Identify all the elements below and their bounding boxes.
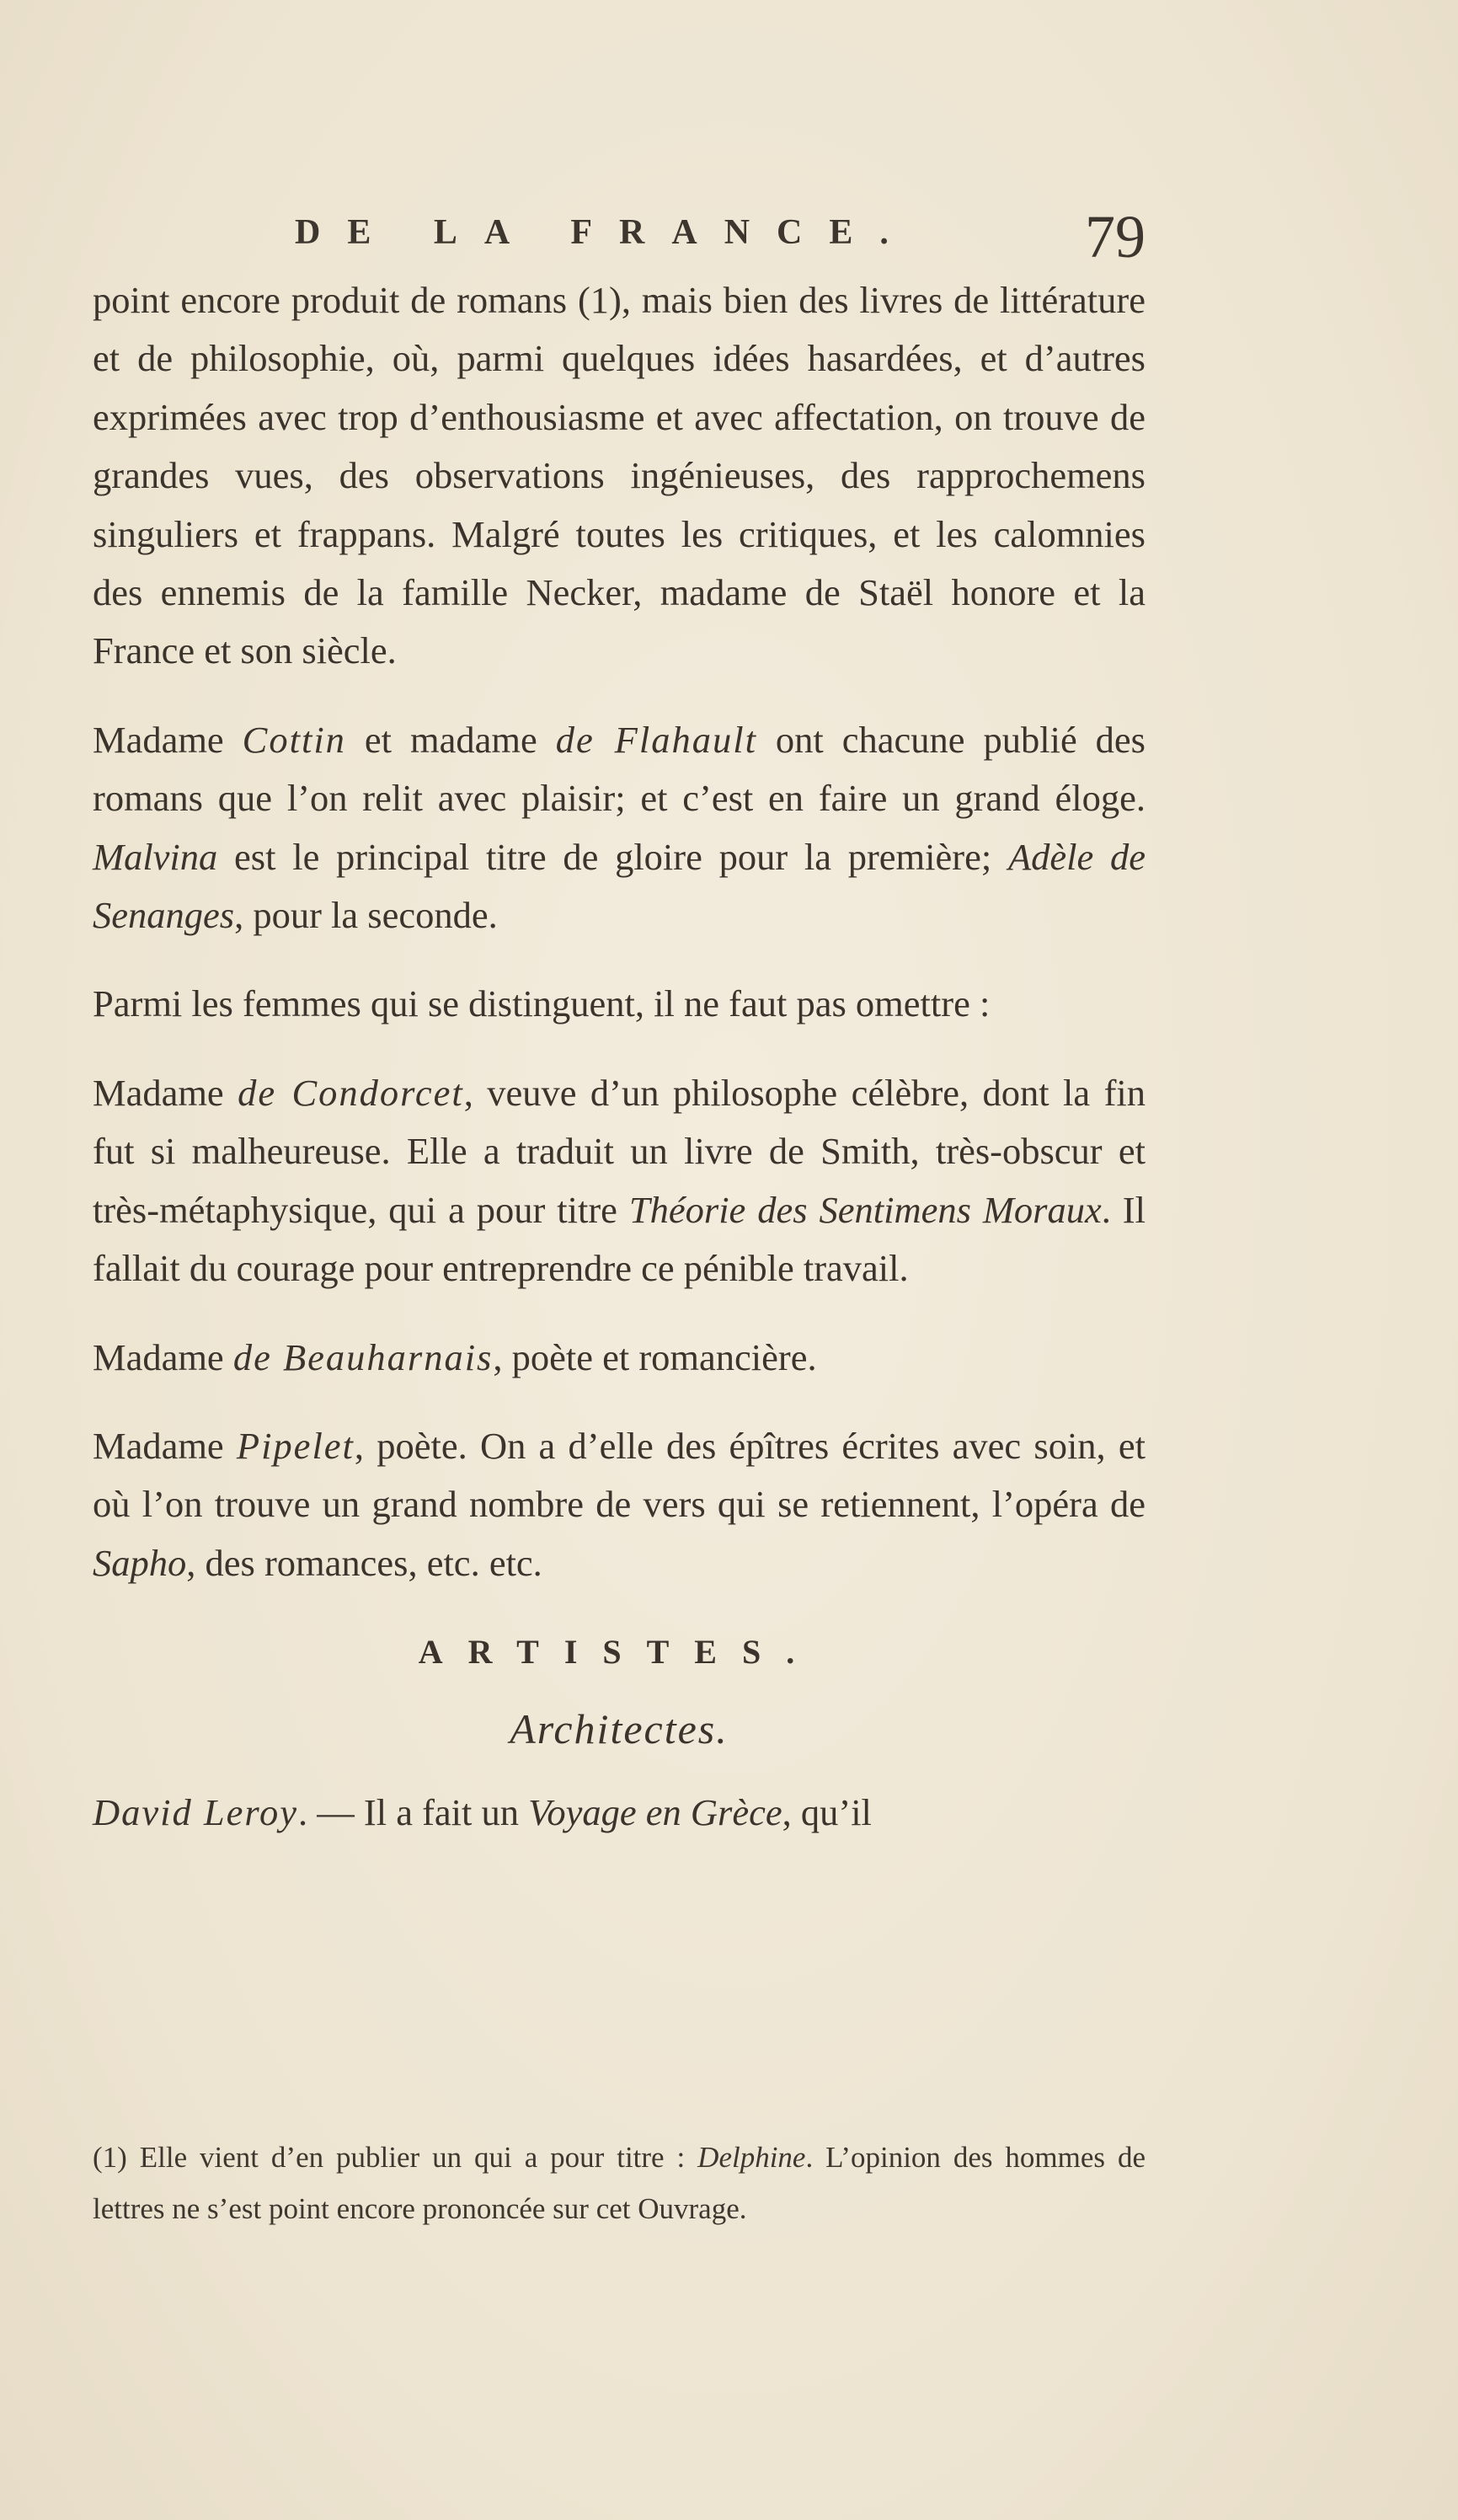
text-run: Madame [93,1335,233,1378]
paragraph [93,1329,1146,1387]
proper-name: Cottin [242,718,346,761]
italic-title: Théorie des Sentimens Moraux [628,1188,1102,1231]
paragraph-last [93,1784,1146,1842]
italic-title: Sapho [93,1541,187,1584]
text-run: Parmi les femmes qui se distinguent, il ne faut pas omettre : [93,982,991,1025]
text-run: , qu’il [782,1790,872,1833]
text-run: . — Il a fait un [298,1790,529,1833]
paragraph [93,271,1146,681]
italic-title: Voyage en Grèce [528,1790,782,1833]
paragraph [93,1064,1146,1298]
text-run: et madame [345,718,556,761]
body-text [93,271,1146,1872]
running-head: DE LA FRANCE. [295,213,916,252]
text-run: ont chacune publié des romans que l’on relit avec plaisir; et c’est en faire un grand éloge. [93,718,1146,820]
footnote-text [93,2132,1146,2234]
proper-name: David Leroy [93,1790,299,1833]
paragraph [93,1417,1146,1592]
text-run: Madame [93,1071,238,1114]
text-run: Madame [93,718,243,761]
text-run: , pour la seconde. [234,894,498,937]
proper-name: de Flahault [555,718,757,761]
proper-name: de Condorcet [238,1071,464,1114]
text-run: , poète et romancière. [493,1335,817,1378]
text-run: , des romances, etc. etc. [186,1541,542,1584]
italic-title: Malvina [93,835,218,878]
paragraph [93,711,1146,945]
italic-title: Adèle de Senanges [93,835,1146,937]
text-run: Madame [93,1424,237,1467]
proper-name: de Beauharnais [232,1335,494,1378]
footnote [93,2132,1146,2234]
text-run: , veuve d’un philosophe célèbre, dont la fin fut si malheureuse. Elle a traduit un livre de Smith, très-obscur et très-métaphysique, qui a pour titre [93,1071,1146,1231]
text-run: point encore produit de romans (1), mais bien des livres de littérature et de philosophie, où, parmi quelques idées hasardées, et d’autres exprimées avec trop d’enthousiasme et avec affectation, on trouve de grandes vues, des observations ingénieuses, des rapprochemens singuliers et frappans. Malgré toutes les critiques, et les calomnies des ennemis de la famille Necker, madame de Staël honore et la France et son siècle. [93,279,1146,672]
paragraph [93,975,1146,1033]
text-run: . Il fallait du courage pour entreprendre ce pénible travail. [93,1188,1146,1290]
text-run: , poète. On a d’elle des épîtres écrites avec soin, et où l’on trouve un grand nombre de vers qui se retiennent, l’opéra de [93,1424,1146,1526]
text-run: . L’opinion des hommes de lettres ne s’est point encore prononcée sur cet Ouvrage. [93,2141,1146,2225]
section-heading: ARTISTES. [418,1633,820,1672]
text-run: (1) Elle vient d’en publier un qui a pour titre : [93,2141,698,2174]
subsection-heading: Architectes. [510,1704,729,1752]
page-number: 79 [1085,203,1146,270]
proper-name: Pipelet [236,1424,355,1467]
text-run: est le principal titre de gloire pour la première; [217,835,1008,878]
italic-title: Delphine [697,2141,806,2174]
page-header [93,202,1146,278]
